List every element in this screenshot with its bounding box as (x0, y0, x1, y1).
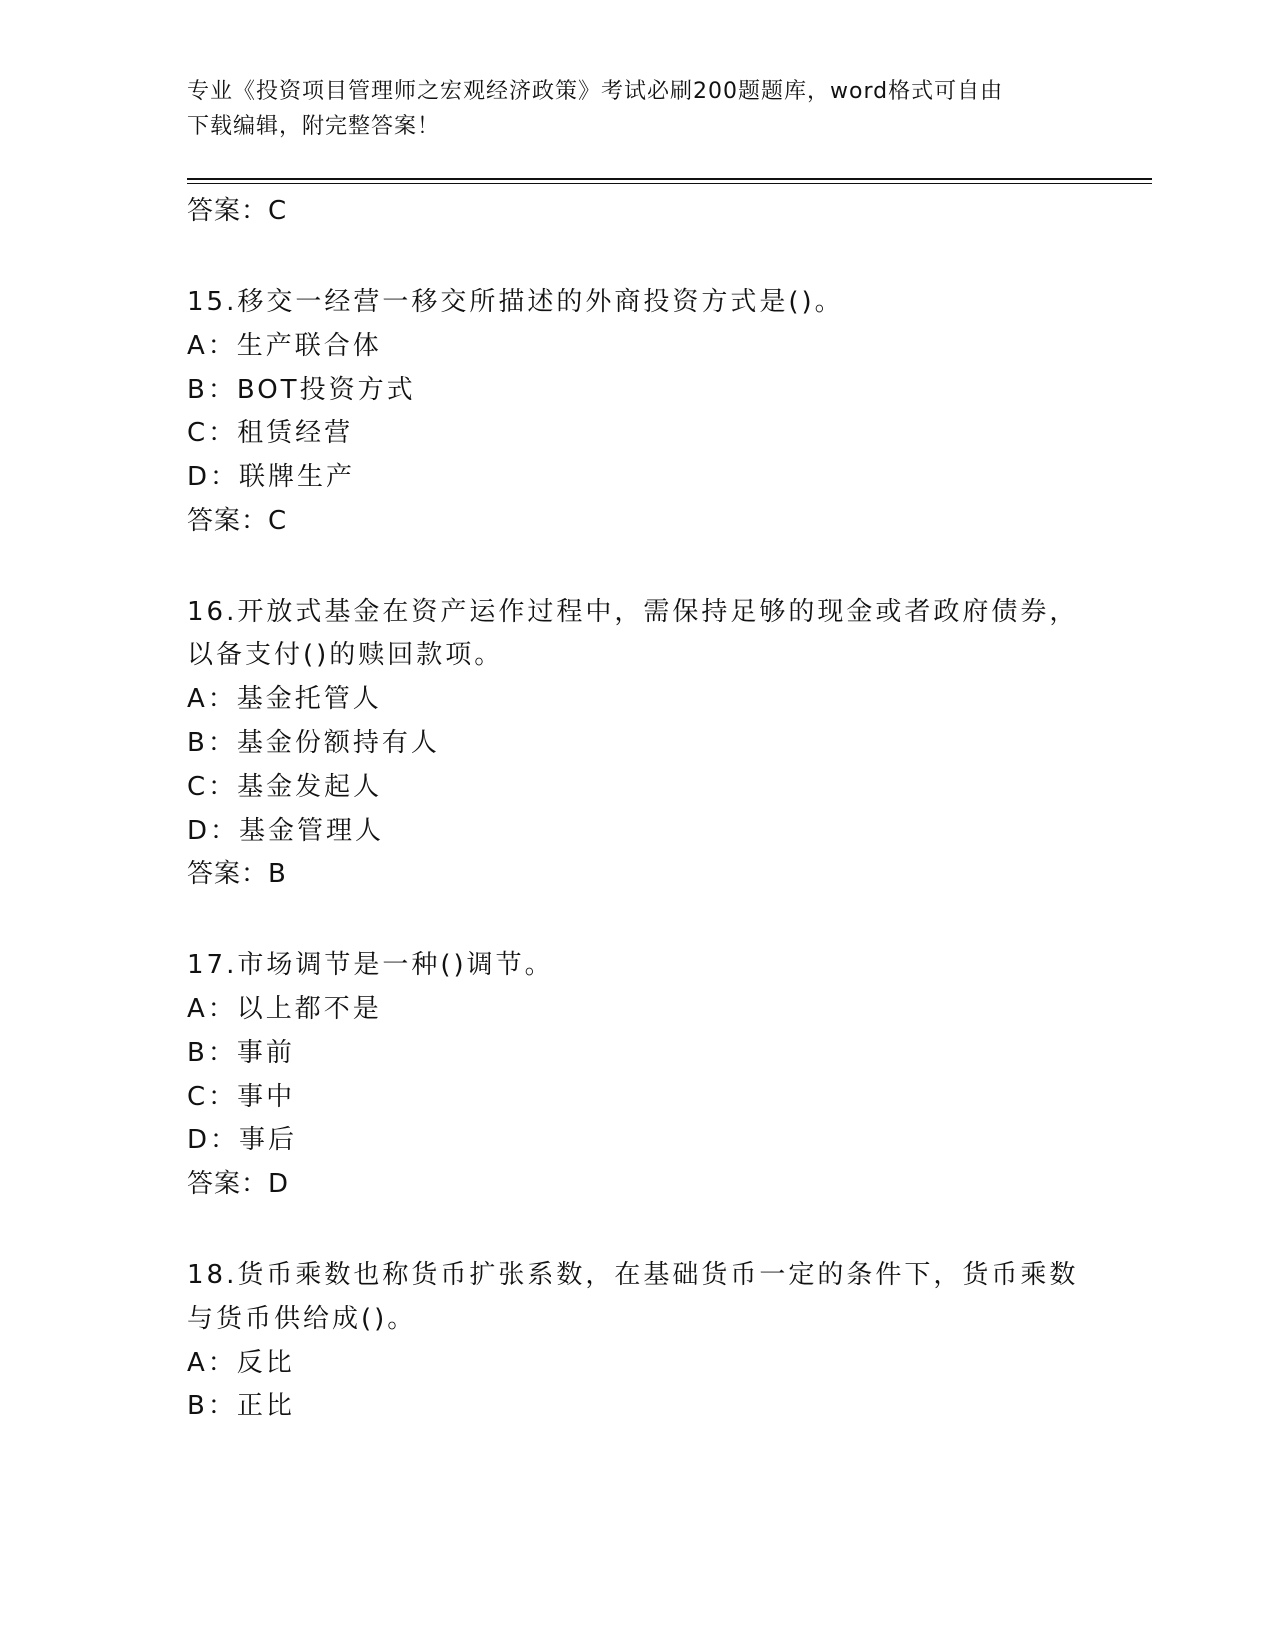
question-17-option-d: D：事后 (187, 1125, 298, 1155)
question-18-text-1: 18.货币乘数也称货币扩张系数，在基础货币一定的条件下，货币乘数 (187, 1260, 1079, 1290)
question-16-option-d: D：基金管理人 (187, 816, 385, 846)
question-15-text: 15.移交一经营一移交所描述的外商投资方式是()。 (187, 287, 844, 317)
answer-15: 答案：C (187, 506, 288, 536)
question-18-option-a: A：反比 (187, 1348, 295, 1378)
question-16-option-c: C：基金发起人 (187, 772, 383, 802)
question-15-option-b: B：BOT投资方式 (187, 375, 416, 405)
answer-16: 答案：B (187, 859, 287, 889)
question-15-option-a: A：生产联合体 (187, 331, 382, 361)
question-15-option-c: C：租赁经营 (187, 418, 354, 448)
question-16-text-2: 以备支付()的赎回款项。 (187, 640, 504, 670)
question-15-option-d: D：联牌生产 (187, 462, 356, 492)
header-line-2: 下载编辑，附完整答案！ (187, 114, 441, 139)
question-16-option-b: B：基金份额持有人 (187, 728, 440, 758)
header-divider (187, 178, 1152, 180)
question-17-option-a: A：以上都不是 (187, 994, 382, 1024)
question-18-option-b: B：正比 (187, 1391, 295, 1421)
question-16-option-a: A：基金托管人 (187, 684, 382, 714)
question-17-option-c: C：事中 (187, 1082, 296, 1112)
document-header (187, 74, 1087, 144)
question-18-text-2: 与货币供给成()。 (187, 1304, 417, 1334)
question-17-text: 17.市场调节是一种()调节。 (187, 950, 554, 980)
answer-14: 答案：C (187, 196, 288, 226)
answer-17: 答案：D (187, 1169, 290, 1199)
question-16-text-1: 16.开放式基金在资产运作过程中，需保持足够的现金或者政府债券， (187, 597, 1079, 627)
header-divider-thin (187, 183, 1152, 184)
header-line-1: 专业《投资项目管理师之宏观经济政策》考试必刷200题题库，word格式可自由 (187, 79, 1004, 104)
question-17-option-b: B：事前 (187, 1038, 295, 1068)
